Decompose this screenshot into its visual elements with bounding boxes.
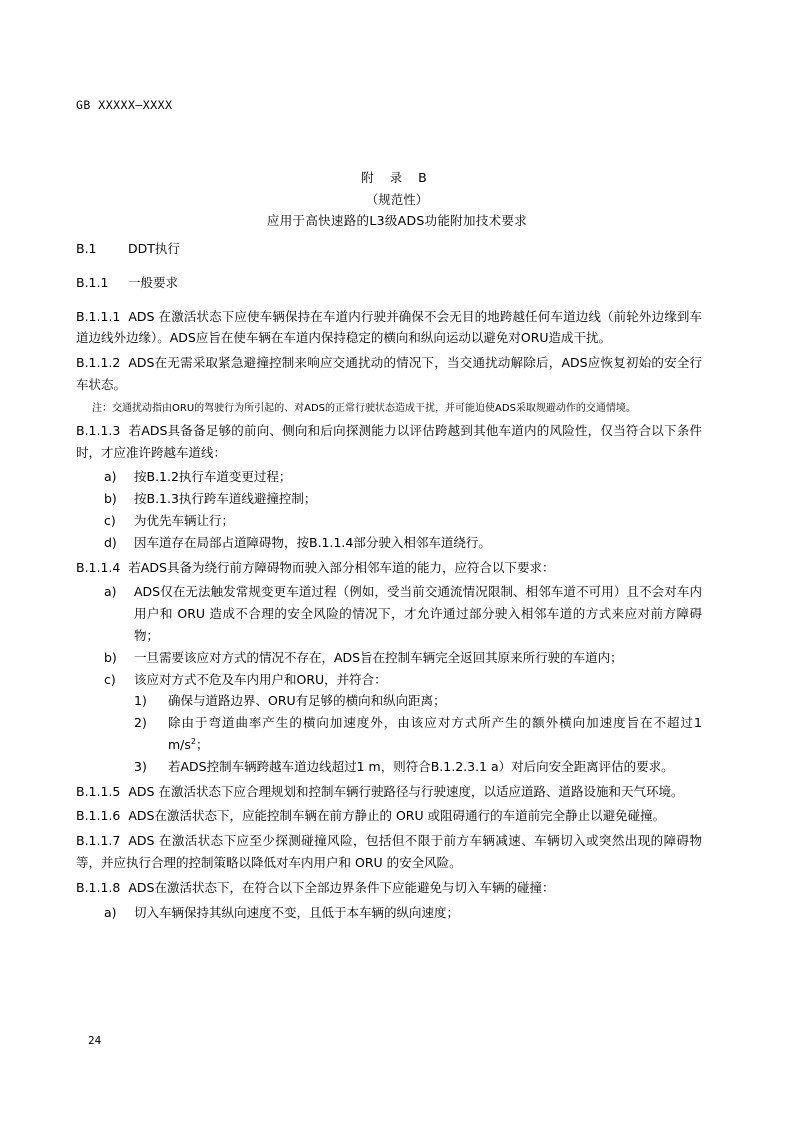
clause-b111 (76, 306, 702, 350)
sub-list-item (76, 756, 702, 778)
clause-b117 (76, 830, 702, 874)
clause-number: B.1.1.5 (76, 783, 121, 799)
list-item-text: 按B.1.2执行车道变更过程； (134, 469, 292, 485)
section-title: DDT执行 (128, 241, 180, 256)
list-item-text: 为优先车辆让行； (134, 512, 235, 528)
clause-b118 (76, 877, 702, 899)
list-item (76, 510, 702, 532)
sub-list-item-label: 2) (134, 715, 147, 731)
list-item-label: d) (104, 534, 117, 550)
list-item-label: a) (104, 469, 117, 485)
document-body (76, 238, 702, 923)
list-item-text: 一旦需要该应对方式的情况不存在，ADS旨在控制车辆完全返回其原来所行驶的车道内； (134, 649, 623, 665)
page-number: 24 (88, 1034, 102, 1047)
sub-list-item-text-end: ； (196, 736, 209, 752)
section-title: 一般要求 (128, 274, 179, 290)
note-text: 交通扰动指由ORU的驾驶行为所引起的、对ADS的正常行驶状态造成干扰，并可能迫使ADS采取规避动作的交通情境。 (112, 402, 636, 414)
list-item (76, 488, 702, 510)
sub-list-item-label: 1) (134, 693, 147, 709)
annex-subject: 应用于高快速路的L3级ADS功能附加技术要求 (266, 213, 528, 228)
clause-number: B.1.1.2 (76, 355, 121, 371)
clause-number: B.1.1.8 (76, 879, 121, 895)
clause-b116 (76, 805, 702, 827)
sub-list-item (76, 690, 702, 712)
list-item-label: b) (104, 649, 117, 665)
list-item-label: b) (104, 491, 117, 507)
list-item-text: 按B.1.3执行跨车道线避撞控制； (134, 491, 317, 507)
list-item-label: a) (104, 584, 117, 600)
clause-text: ADS 在激活状态下应至少探测碰撞风险，包括但不限于前方车辆减速、车辆切入或突然出现的障碍物等，并应执行合理的控制策略以降低对车内用户和 ORU 的安全风险。 (76, 833, 702, 870)
annex-title: 附 录 B (361, 170, 433, 185)
sub-list-item-text-main: 除由于弯道曲率产生的横向加速度外，由该应对方式所产生的额外横向加速度旨在不超过1 m/s (168, 715, 702, 752)
standard-code-header: GB XXXXX—XXXX (76, 98, 173, 112)
list-item (76, 669, 702, 691)
clause-text: ADS在激活状态下，应能控制车辆在前方静止的 ORU 或阻碍通行的车道前完全静止以避免碰撞。 (128, 808, 666, 824)
clause-number: B.1.1.6 (76, 808, 121, 824)
clause-b114 (76, 557, 702, 579)
note-label: 注： (92, 402, 112, 414)
clause-text: 若ADS具备备足够的前向、侧向和后向探测能力以评估跨越到其他车道内的风险性，仅当符合以下条件时，才应准许跨越车道线： (76, 422, 702, 460)
list-item (76, 581, 702, 646)
superscript: 2 (190, 736, 196, 746)
section-number: B.1 (76, 241, 97, 256)
sub-list-item-text: 确保与道路边界、ORU有足够的横向和纵向距离； (168, 693, 446, 709)
list-item (76, 532, 702, 554)
annex-category: （规范性） (365, 192, 429, 207)
sub-list-item-text: 若ADS控制车辆跨越车道边线超过1 m，则符合B.1.2.3.1 a）对后向安全距离评估的要求。 (168, 758, 674, 774)
clause-number: B.1.1.4 (76, 559, 121, 575)
clause-b115 (76, 781, 702, 803)
clause-text: ADS在激活状态下，在符合以下全部边界条件下应能避免与切入车辆的碰撞： (128, 879, 555, 895)
section-number: B.1.1 (76, 274, 109, 290)
clause-number: B.1.1.1 (76, 308, 121, 324)
list-item-text: 因车道存在局部占道障碍物，按B.1.1.4部分驶入相邻车道绕行。 (134, 534, 491, 550)
list-item-text: 该应对方式不危及车内用户和ORU，并符合： (134, 671, 387, 687)
list-item-text: 切入车辆保持其纵向速度不变，且低于本车辆的纵向速度； (134, 904, 460, 920)
clause-text: ADS 在激活状态下应合理规划和控制车辆行驶路径与行驶速度，以适应道路、道路设施和天气环境。 (128, 783, 684, 799)
sub-list-item (76, 712, 702, 756)
list-item (76, 647, 702, 669)
list-item (76, 902, 702, 924)
section-heading-b1 (76, 238, 702, 260)
clause-number: B.1.1.3 (76, 422, 121, 438)
section-heading-b11 (76, 272, 702, 294)
sub-list-item-label: 3) (134, 758, 147, 774)
clause-note (92, 399, 702, 418)
clause-b112 (76, 352, 702, 396)
clause-b113 (76, 420, 702, 464)
clause-text: 若ADS具备为绕行前方障碍物而驶入部分相邻车道的能力，应符合以下要求： (128, 559, 555, 575)
clause-text: ADS 在激活状态下应使车辆保持在车道内行驶并确保不会无目的地跨越任何车道边线（前轮外边缘到车道边线外边缘）。ADS应旨在使车辆在车道内保持稳定的横向和纵向运动以避免对ORU造成干扰。 (76, 308, 702, 346)
sub-list-item-text (168, 712, 702, 756)
list-item-label: a) (104, 904, 117, 920)
list-item (76, 466, 702, 488)
list-item-label: c) (104, 512, 116, 528)
clause-text: ADS在无需采取紧急避撞控制来响应交通扰动的情况下，当交通扰动解除后，ADS应恢复初始的安全行车状态。 (76, 355, 702, 392)
list-item-label: c) (104, 671, 116, 687)
clause-number: B.1.1.7 (76, 833, 121, 849)
list-item-text: ADS仅在无法触发常规变更车道过程（例如，受当前交通流情况限制、相邻车道不可用）且不会对车内用户和 ORU 造成不合理的安全风险的情况下，才允许通过部分驶入相邻车道的方式来应对前方障碍物； (134, 584, 702, 643)
